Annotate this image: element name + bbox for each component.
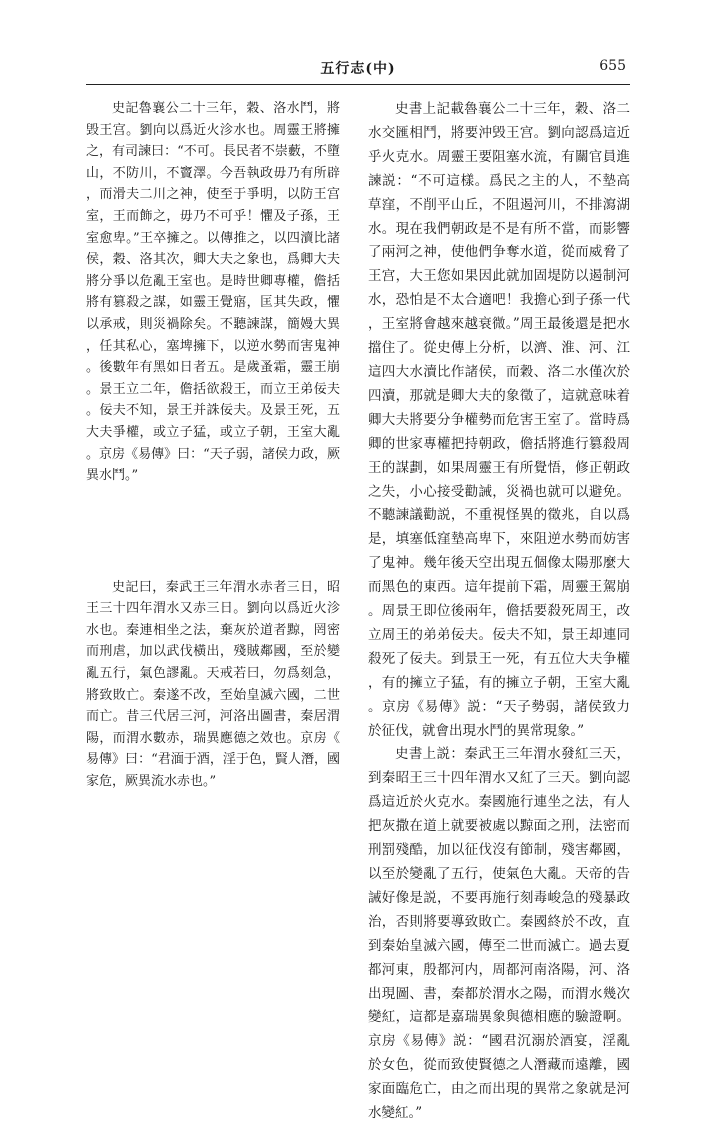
original-paragraph-2: 史記曰，秦武王三年渭水赤者三日，昭王三十四年渭水又赤三日。劉向以爲近火沴水也。秦連相坐之法，棄灰於道者黥，罔密而刑虐，加以武伐橫出，殘賊鄰國，至於變亂五行，氣色謬亂。天戒若曰，勿爲刻急，將致敗亡。秦遂不改，至始皇滅六國，二世而亡。昔三代居三河，河洛出圖書，秦居渭陽，而渭水數赤，瑞異應德之效也。京房《易傳》曰：“君湎于酒，淫于色，賢人潛，國家危，厥異流水赤也。” bbox=[86, 579, 340, 790]
page-number: 655 bbox=[599, 58, 626, 74]
translation-column bbox=[368, 98, 630, 1126]
original-paragraph-1: 史記魯襄公二十三年，穀、洛水鬥，將毁王宫。劉向以爲近火沴水也。周靈王將擁之，有司諫曰：“不可。長民者不崇藪，不墮山，不防川，不竇澤。今吾執政毋乃有所辟，而滑夫二川之神，使至于爭明，以防王宫室，王而飾之，毋乃不可乎！懼及子孫，王室愈卑。”王卒擁之。以傳推之，以四瀆比諸侯，穀、洛其次，卿大夫之象也，爲卿大夫將分爭以危亂王室也。是時世卿專權，儋括將有篡殺之謀，如靈王覺寤，匡其失政，懼以承戒，則災禍除矣。不聽諫謀，簡嫚大異，任其私心，塞埤擁下，以逆水勢而害鬼神。後數年有黑如日者五。是歲蚤霜，靈王崩。景王立二年，儋括欲殺王，而立王弟佞夫。佞夫不知，景王并誅佞夫。及景王死，五大夫爭權，或立子猛，或立子朝，王室大亂。京房《易傳》曰：“天子弱，諸侯力政，厥異水鬥。” bbox=[86, 101, 340, 484]
translation-paragraph-1: 史書上記載魯襄公二十三年，穀、洛二水交匯相鬥，將要沖毁王宫。劉向認爲這近乎火克水。周靈王要阻塞水流，有關官員進諫説：“不可這樣。爲民之主的人，不墊高草窪，不削平山丘，不阻遏河川，不排瀉湖水。現在我們朝政是不是有所不當，而影響了兩河之神，使他們争奪水道，從而威脅了王宫，大王您如果因此就加固堤防以遏制河水，恐怕是不太合適吧！我擔心到子孫一代，王室將會越來越衰微。”周王最後還是把水擋住了。從史傳上分析，以濟、淮、河、江這四大水瀆比作諸侯，而穀、洛二水僅次於四瀆，那就是卿大夫的象徵了，這就意味着卿大夫將要分争權勢而危害王室了。當時爲卿的世家專權把持朝政，儋括將進行篡殺周王的謀劃，如果周靈王有所覺悟，修正朝政之失，小心接受勸誡，災禍也就可以避免。不聽諫議勸説，不重視怪異的徵兆，自以爲是，填塞低窪墊高卑下，來阻逆水勢而妨害了鬼神。幾年後天空出現五個像太陽那麼大而黑色的東西。這年提前下霜，周靈王駕崩。周景王即位後兩年，儋括要殺死周王，改立周王的弟弟佞夫。佞夫不知，景王却連同殺死了佞夫。到景王一死，有五位大夫争權，有的擁立子猛，有的擁立子朝，王室大亂。京房《易傳》説：“天子勢弱，諸侯致力於征伐，就會出現水鬥的異常現象。” bbox=[368, 101, 630, 739]
paragraph-gap bbox=[86, 487, 340, 577]
chapter-title: 五行志(中) bbox=[320, 61, 396, 77]
translation-paragraph-2: 史書上説：秦武王三年渭水發紅三天，到秦昭王三十四年渭水又紅了三天。劉向認爲這近於火克水。秦國施行連坐之法，有人把灰撒在道上就要被處以黥面之刑，法密而刑罰殘酷，加以征伐沒有節制，殘害鄰國，以至於變亂了五行，使氣色大亂。天帝的告誡好像是説，不要再施行刻毒峻急的殘暴政治，否則將要導致敗亡。秦國終於不改，直到秦始皇滅六國，傳至二世而滅亡。過去夏都河東，殷都河内，周都河南洛陽，河、洛出現圖、書，秦都於渭水之陽，而渭水幾次變紅，這都是嘉瑞異象與德相應的驗證啊。京房《易傳》説：“國君沉溺於酒宴，淫亂於女色，從而致使賢德之人潛藏而遠離，國家面臨危亡，由之而出現的異常之象就是河水變紅。” bbox=[368, 746, 630, 1122]
header-rule bbox=[86, 84, 630, 85]
original-text-column bbox=[86, 98, 340, 793]
